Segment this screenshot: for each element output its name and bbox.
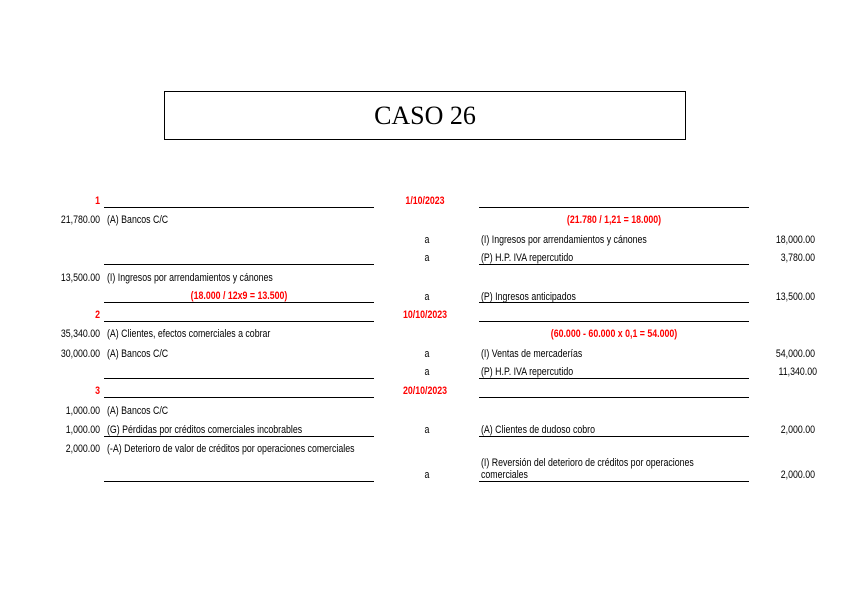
debit-amount: 1,000.00 [65, 405, 100, 417]
separator-line [479, 378, 749, 379]
credit-account: comerciales [481, 469, 528, 481]
debit-amount: 2,000.00 [65, 443, 100, 455]
debit-account: (-A) Deterioro de valor de créditos por operaciones comerciales [107, 443, 355, 455]
entry-date: 10/10/2023 [402, 309, 448, 321]
separator-line [104, 321, 374, 322]
credit-prefix: a [424, 291, 430, 303]
separator-line [479, 207, 749, 208]
entry-number: 2 [95, 309, 100, 321]
entry-date: 20/10/2023 [402, 385, 448, 397]
debit-account: (A) Bancos C/C [107, 348, 169, 360]
debit-amount: 21,780.00 [60, 214, 100, 226]
credit-prefix: a [424, 366, 430, 378]
credit-prefix: a [424, 234, 430, 246]
credit-account: (I) Reversión del deterioro de créditos por operaciones [481, 457, 694, 469]
separator-line [479, 302, 749, 303]
separator-line [104, 481, 374, 482]
credit-amount: 2,000.00 [780, 469, 815, 481]
credit-account: (I) Ingresos por arrendamientos y cánones [481, 234, 647, 246]
entry-number: 3 [95, 385, 100, 397]
debit-account: (A) Bancos C/C [107, 405, 169, 417]
separator-line [104, 378, 374, 379]
debit-amount: 30,000.00 [60, 348, 100, 360]
debit-account: (G) Pérdidas por créditos comerciales incobrables [107, 424, 303, 436]
credit-amount: 54,000.00 [775, 348, 815, 360]
debit-account: (I) Ingresos por arrendamientos y cánones [107, 272, 273, 284]
separator-line [479, 397, 749, 398]
separator-line [104, 436, 374, 437]
credit-amount: 3,780.00 [780, 252, 815, 264]
separator-line [104, 397, 374, 398]
entry-date: 1/10/2023 [405, 195, 445, 207]
credit-account: (I) Ventas de mercaderías [481, 348, 583, 360]
calculation-note: (18.000 / 12x9 = 13.500) [190, 290, 288, 302]
calculation-note: (21.780 / 1,21 = 18.000) [566, 214, 662, 226]
credit-account: (P) Ingresos anticipados [481, 291, 576, 303]
credit-account: (P) H.P. IVA repercutido [481, 252, 574, 264]
credit-prefix: a [424, 469, 430, 481]
separator-line [479, 481, 749, 482]
debit-account: (A) Clientes, efectos comerciales a cobrar [107, 328, 271, 340]
credit-amount: 11,340.00 [778, 366, 817, 378]
credit-amount: 18,000.00 [775, 234, 815, 246]
credit-prefix: a [424, 348, 430, 360]
separator-line [104, 207, 374, 208]
credit-amount: 13,500.00 [775, 291, 815, 303]
entry-number: 1 [95, 195, 100, 207]
separator-line [479, 264, 749, 265]
debit-amount: 1,000.00 [65, 424, 100, 436]
debit-amount: 35,340.00 [60, 328, 100, 340]
credit-prefix: a [424, 252, 430, 264]
credit-account: (A) Clientes de dudoso cobro [481, 424, 595, 436]
debit-account: (A) Bancos C/C [107, 214, 169, 226]
credit-prefix: a [424, 424, 430, 436]
debit-amount: 13,500.00 [60, 272, 100, 284]
separator-line [104, 302, 374, 303]
calculation-note: (60.000 - 60.000 x 0,1 = 54.000) [550, 328, 678, 340]
separator-line [479, 321, 749, 322]
credit-account: (P) H.P. IVA repercutido [481, 366, 574, 378]
credit-amount: 2,000.00 [780, 424, 815, 436]
separator-line [479, 436, 749, 437]
separator-line [104, 264, 374, 265]
document-title: CASO 26 [164, 91, 686, 140]
